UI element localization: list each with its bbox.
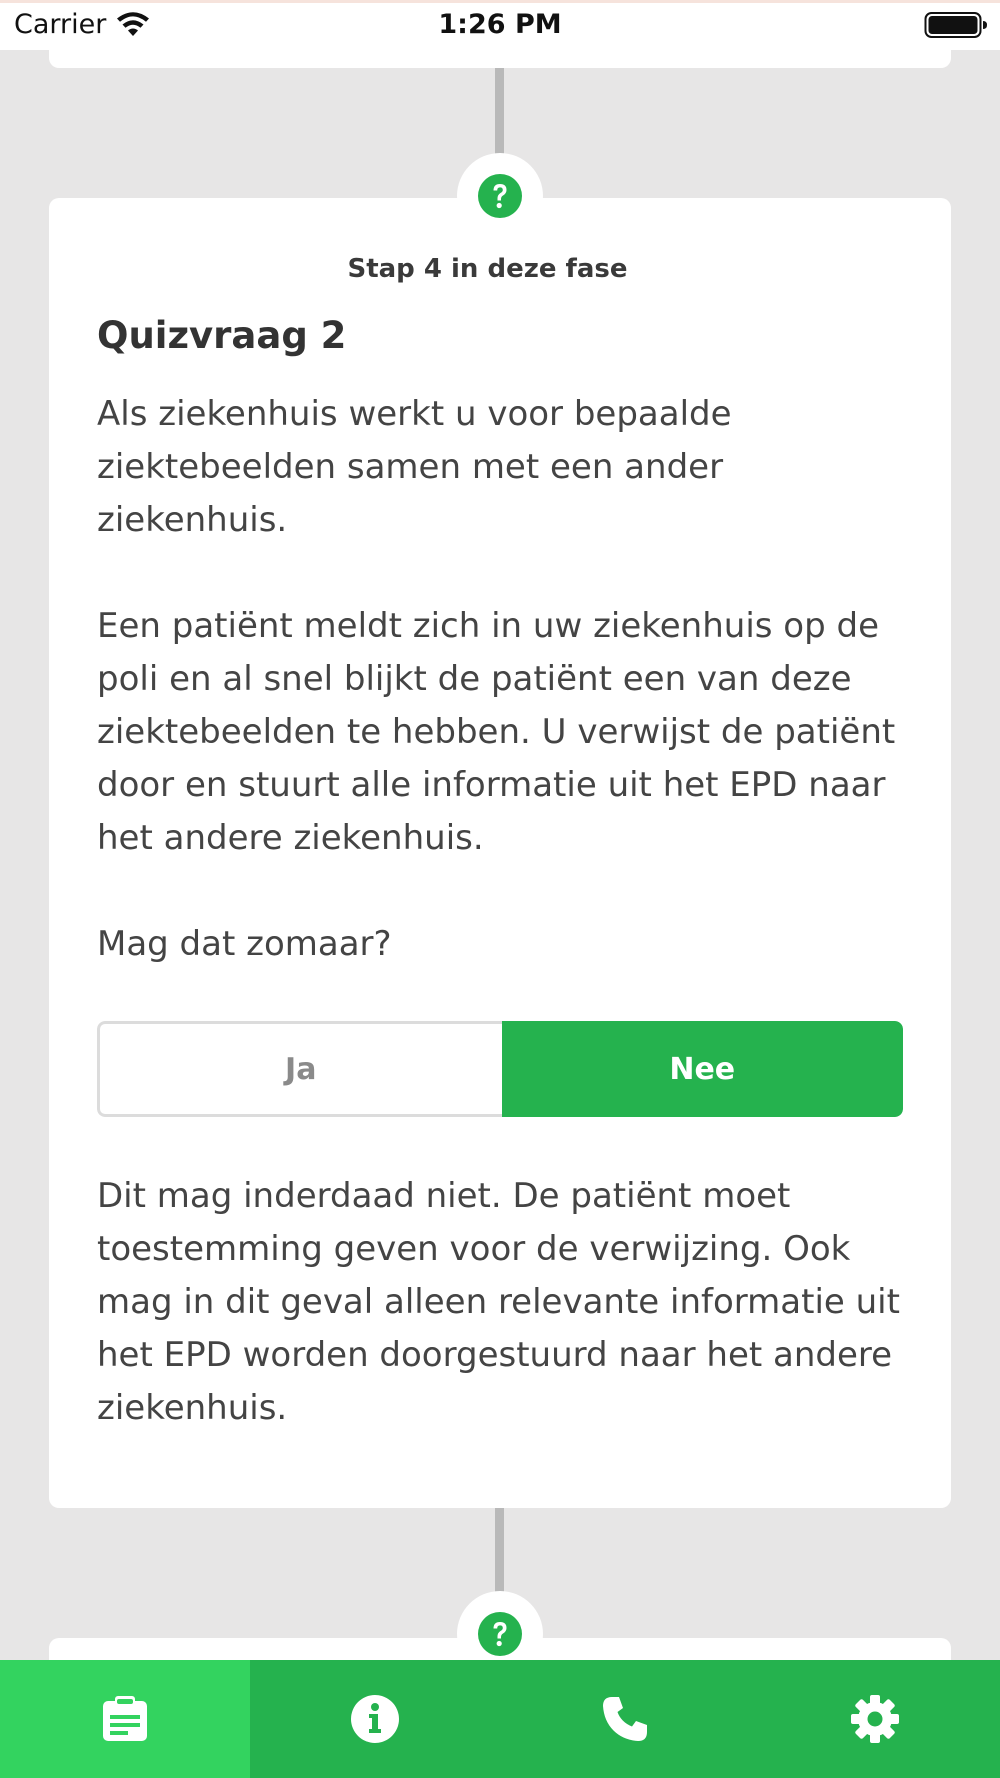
status-bar-accent-line (0, 0, 1000, 3)
tab-clipboard[interactable] (0, 1660, 250, 1778)
battery-icon (924, 10, 988, 40)
tab-bar (0, 1660, 1000, 1778)
tab-settings[interactable] (750, 1660, 1000, 1778)
answer-toggle (97, 1021, 903, 1117)
quiz-card (49, 198, 951, 1508)
status-time: 1:26 PM (438, 9, 562, 40)
answer-yes-button[interactable]: Ja (97, 1021, 502, 1117)
answer-feedback: Dit mag inderdaad niet. De patiënt moet toestemming geven voor de verwijzing. Ook mag in dit geval alleen relevante informatie uit het EPD worden doorgestuurd naar het andere ziekenhuis. (97, 1176, 900, 1428)
question-icon (478, 1612, 522, 1656)
clipboard-icon (99, 1693, 151, 1745)
question-title: Quizvraag 2 (97, 314, 347, 357)
gear-icon (849, 1693, 901, 1745)
question-context: Als ziekenhuis werkt u voor bepaalde ziektebeelden samen met een ander ziekenhuis. (97, 394, 732, 540)
timeline-connector-top (495, 68, 504, 158)
question-icon (478, 174, 522, 218)
tab-info[interactable] (250, 1660, 500, 1778)
step-status-badge (457, 153, 543, 239)
carrier-label: Carrier (14, 9, 107, 40)
answer-no-button[interactable]: Nee (502, 1021, 904, 1117)
step-label: Stap 4 in deze fase (347, 254, 628, 284)
question-prompt: Mag dat zomaar? (97, 924, 392, 964)
info-icon (349, 1693, 401, 1745)
question-scenario: Een patiënt meldt zich in uw ziekenhuis op de poli en al snel blijkt de patiënt een van deze ziektebeelden te hebben. U verwijst de patiënt door en stuurt alle informatie uit het EPD naar het andere ziekenhuis. (97, 606, 896, 858)
tab-phone[interactable] (500, 1660, 750, 1778)
phone-icon (599, 1693, 651, 1745)
status-bar (0, 0, 1000, 50)
